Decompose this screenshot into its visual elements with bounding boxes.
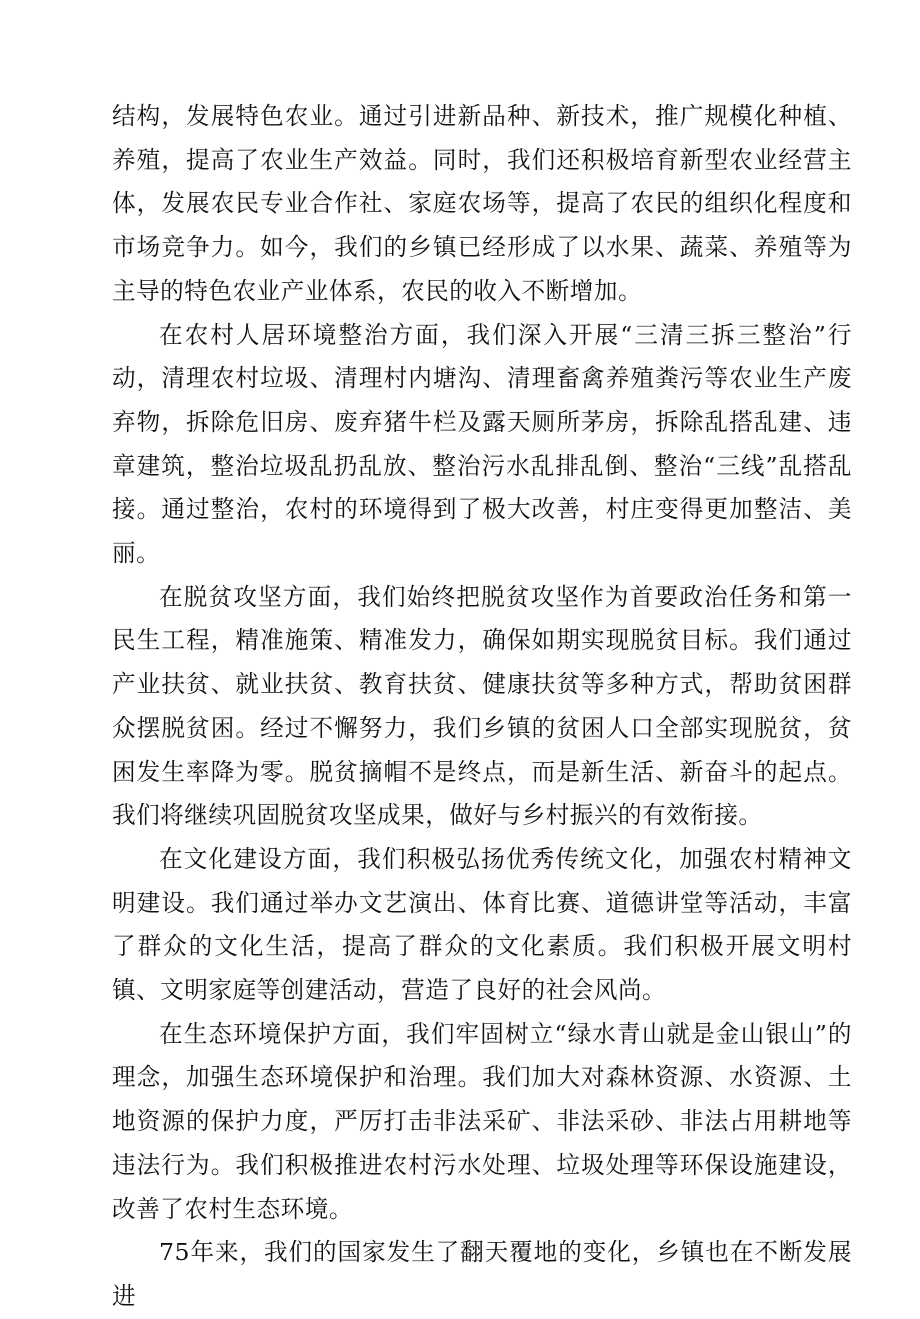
paragraph-cultural-construction: 在文化建设方面，我们积极弘扬优秀传统文化，加强农村精神文明建设。我们通过举办文艺演出、体育比赛、道德讲堂等活动，丰富了群众的文化生活，提高了群众的文化素质。我们积极开展文明村镇、文明家庭等创建活动，营造了良好的社会风尚。	[112, 844, 852, 1005]
paragraph-poverty-alleviation: 在脱贫攻坚方面，我们始终把脱贫攻坚作为首要政治任务和第一民生工程，精准施策、精准发力，确保如期实现脱贫目标。我们通过产业扶贫、就业扶贫、教育扶贫、健康扶贫等多种方式，帮助贫困群众摆脱贫困。经过不懈努力，我们乡镇的贫困人口全部实现脱贫，贫困发生率降为零。脱贫摘帽不是终点，而是新生活、新奋斗的起点。我们将继续巩固脱贫攻坚成果，做好与乡村振兴的有效衔接。	[112, 582, 852, 830]
paragraph-agriculture-continued: 结构，发展特色农业。通过引进新品种、新技术，推广规模化种植、养殖，提高了农业生产效益。同时，我们还积极培育新型农业经营主体，发展农民专业合作社、家庭农场等，提高了农民的组织化程度和市场竞争力。如今，我们的乡镇已经形成了以水果、蔬菜、养殖等为主导的特色农业产业体系，农民的收入不断增加。	[112, 102, 852, 305]
paragraph-75-years: 75年来，我们的国家发生了翻天覆地的变化，乡镇也在不断发展进	[112, 1238, 852, 1310]
document-body	[112, 95, 852, 1319]
paragraph-rural-environment: 在农村人居环境整治方面，我们深入开展“三清三拆三整治”行动，清理农村垃圾、清理村内塘沟、清理畜禽养殖粪污等农业生产废弃物，拆除危旧房、废弃猪牛栏及露天厕所茅房，拆除乱搭乱建、违章建筑，整治垃圾乱扔乱放、整治污水乱排乱倒、整治“三线”乱搭乱接。通过整治，农村的环境得到了极大改善，村庄变得更加整洁、美丽。	[112, 320, 852, 568]
paragraph-ecological-protection: 在生态环境保护方面，我们牢固树立“绿水青山就是金山银山”的理念，加强生态环境保护和治理。我们加大对森林资源、水资源、土地资源的保护力度，严厉打击非法采矿、非法采砂、非法占用耕地等违法行为。我们积极推进农村污水处理、垃圾处理等环保设施建设，改善了农村生态环境。	[112, 1019, 852, 1223]
